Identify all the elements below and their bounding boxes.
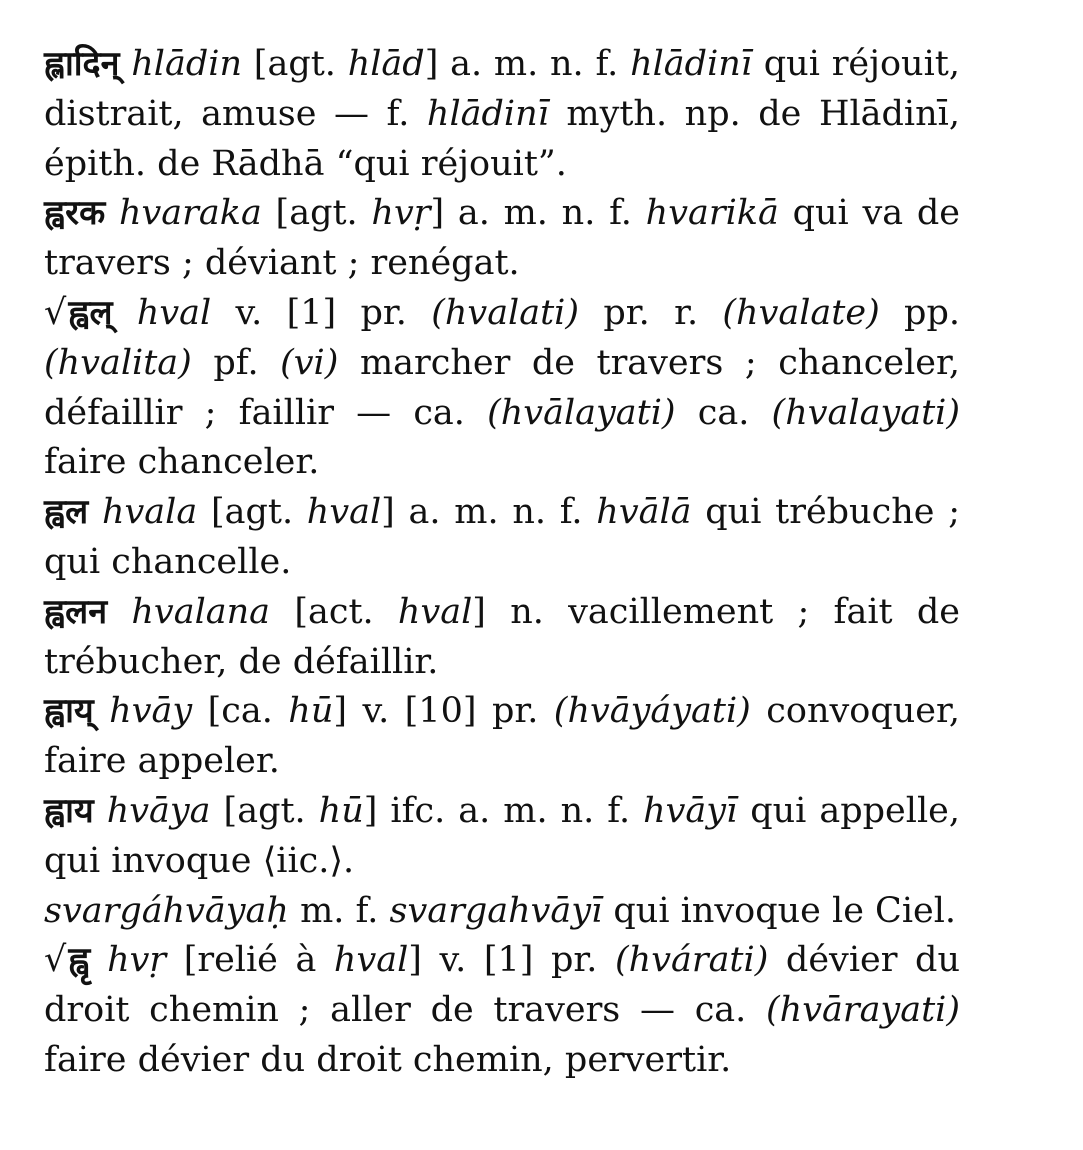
italic-term: hvāyī bbox=[643, 790, 738, 831]
headword-devanagari: ह्लादिन् bbox=[44, 44, 120, 84]
italic-term: hval bbox=[306, 492, 382, 533]
italic-term: hvāy bbox=[109, 691, 193, 732]
entry-text: ] v. [10] pr. bbox=[333, 691, 554, 732]
entry-text: [relié à bbox=[166, 940, 334, 981]
dictionary-entry bbox=[44, 687, 960, 787]
headword-devanagari: ह्वल् bbox=[68, 292, 113, 333]
dictionary-page bbox=[44, 40, 960, 1086]
italic-term: hvala bbox=[101, 492, 198, 533]
entry-text: faire chanceler. bbox=[44, 442, 320, 483]
italic-term: hvṛ bbox=[107, 940, 167, 981]
headword-devanagari: ह्वलन bbox=[44, 591, 108, 632]
italic-term: (vi) bbox=[280, 342, 339, 383]
headword-devanagari: ह्वाय् bbox=[44, 691, 94, 732]
dictionary-entry bbox=[44, 488, 960, 588]
headword-devanagari: ह्वरक bbox=[44, 193, 106, 234]
italic-term: hvarikā bbox=[645, 193, 779, 234]
dictionary-entry bbox=[44, 588, 960, 688]
italic-term: hū bbox=[318, 790, 364, 831]
italic-term: hvaraka bbox=[118, 193, 262, 234]
entry-text: qui invoque le Ciel. bbox=[602, 890, 957, 931]
entry-text: faire dévier du droit chemin, pervertir. bbox=[44, 1039, 732, 1080]
entry-text: qui trébuche ; qui chancelle. bbox=[44, 492, 960, 582]
entry-text: ] a. m. n. f. bbox=[430, 193, 646, 234]
italic-term: hlād bbox=[347, 44, 425, 84]
italic-term: hvāya bbox=[106, 790, 211, 831]
entry-text: [act. bbox=[270, 591, 398, 632]
italic-term: (hvārayati) bbox=[766, 990, 960, 1031]
headword-devanagari: ह्वृ bbox=[68, 940, 90, 981]
entry-text: qui va de travers ; déviant ; renégat. bbox=[44, 193, 960, 284]
entry-text: marcher de travers ; chanceler, défaillir ; faillir — ca. bbox=[44, 342, 960, 433]
italic-term: svargahvāyī bbox=[389, 890, 603, 931]
entry-text: ] n. vacillement ; fait de trébucher, de défaillir. bbox=[44, 591, 960, 682]
entry-text: ] ifc. a. m. n. f. bbox=[363, 790, 644, 831]
italic-term: (hvalati) bbox=[431, 292, 580, 333]
italic-term: (hvárati) bbox=[615, 940, 769, 981]
entry-text: v. [1] pr. bbox=[211, 292, 432, 333]
entry-text: ca. bbox=[675, 392, 772, 433]
italic-term: (hvalita) bbox=[44, 342, 192, 383]
entry-text: dévier du droit chemin ; aller de travers — ca. bbox=[44, 940, 960, 1031]
dictionary-entry bbox=[44, 787, 960, 887]
italic-term: hlādinī bbox=[630, 44, 752, 84]
entry-text: convoquer, faire appeler. bbox=[44, 691, 960, 782]
entry-text: qui appelle, qui invoque ⟨iic.⟩. bbox=[44, 790, 960, 881]
italic-term: (hvāyáyati) bbox=[553, 691, 751, 732]
italic-term: hlādin bbox=[131, 44, 243, 84]
italic-term: hū bbox=[288, 691, 334, 732]
entry-text: [ca. bbox=[192, 691, 289, 732]
dictionary-entry bbox=[44, 936, 960, 1085]
root-sign-icon: √ bbox=[44, 940, 67, 981]
headword-devanagari: ह्वाय bbox=[44, 790, 94, 831]
entry-text: pp. bbox=[879, 292, 960, 333]
entry-text: [agt. bbox=[210, 790, 319, 831]
italic-term: svargáhvāyaḥ bbox=[44, 890, 289, 931]
entry-text: [agt. bbox=[261, 193, 372, 234]
entry-text: qui réjouit, distrait, amuse — f. bbox=[44, 44, 960, 134]
entry-text: ] v. [1] pr. bbox=[408, 940, 615, 981]
italic-term: hval bbox=[333, 940, 409, 981]
italic-term: hvalana bbox=[131, 591, 271, 632]
entry-text: myth. np. de Hlādinī, épith. de Rādhā “qui réjouit”. bbox=[44, 93, 960, 184]
dictionary-entry bbox=[44, 40, 960, 189]
italic-term: hvālā bbox=[596, 492, 692, 533]
italic-term: (hvalate) bbox=[722, 292, 880, 333]
italic-term: (hvalayati) bbox=[771, 392, 960, 433]
dictionary-entry bbox=[44, 189, 960, 289]
entry-text: m. f. bbox=[288, 890, 390, 931]
italic-term: hlādinī bbox=[426, 93, 549, 134]
italic-term: hvṛ bbox=[371, 193, 431, 234]
entry-text: pr. r. bbox=[579, 292, 723, 333]
headword-devanagari: ह्वल bbox=[44, 492, 89, 533]
italic-term: (hvālayati) bbox=[487, 392, 676, 433]
entry-text: ] a. m. n. f. bbox=[381, 492, 597, 533]
entry-text: [agt. bbox=[242, 44, 348, 84]
dictionary-entry bbox=[44, 887, 960, 937]
root-sign-icon: √ bbox=[44, 292, 67, 333]
entry-text: pf. bbox=[191, 342, 281, 383]
italic-term: hval bbox=[397, 591, 473, 632]
dictionary-entry bbox=[44, 289, 960, 488]
entry-text: ] a. m. n. f. bbox=[424, 44, 631, 84]
entry-text: [agt. bbox=[197, 492, 307, 533]
italic-term: hval bbox=[136, 292, 212, 333]
